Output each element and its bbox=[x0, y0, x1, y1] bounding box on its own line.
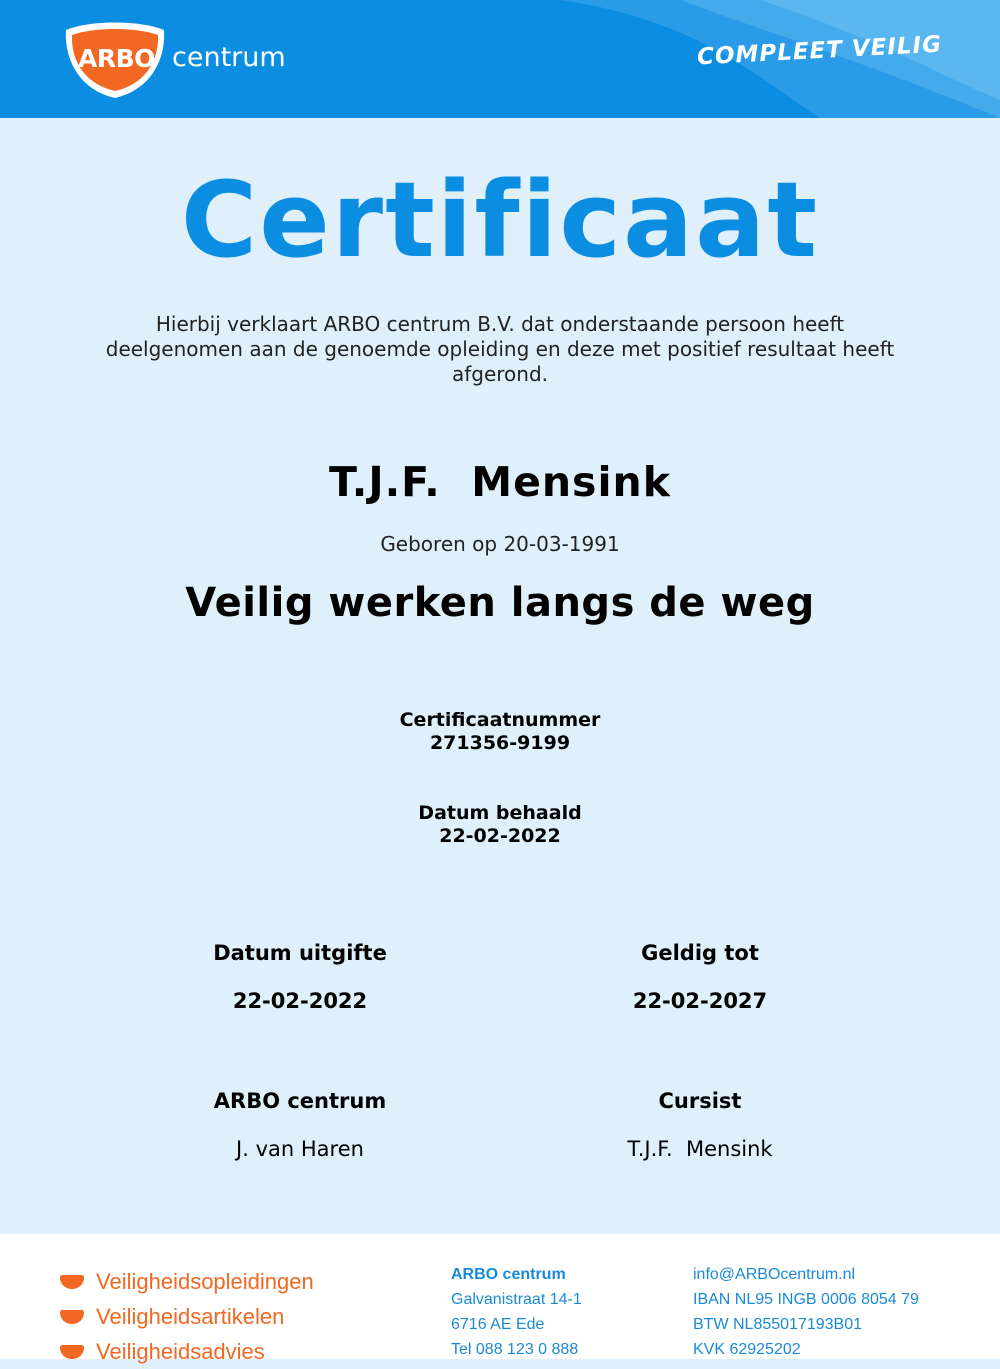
bullet-shield-icon bbox=[60, 1345, 84, 1359]
certificate-number-block bbox=[0, 709, 1000, 755]
service-label: Veiligheidsadvies bbox=[96, 1338, 265, 1364]
student-signature-block bbox=[550, 1089, 850, 1161]
certificate-title: Certificaat bbox=[180, 159, 820, 281]
footer-btw: BTW NL855017193B01 bbox=[693, 1316, 862, 1333]
achieved-date-value: 22-02-2022 bbox=[439, 825, 561, 847]
bullet-shield-icon bbox=[60, 1275, 84, 1289]
intro-text: Hierbij verklaart ARBO centrum B.V. dat onderstaande persoon heeft deelgenomen aan de genoemde opleiding en deze met positief resultaat heeft afgerond. bbox=[105, 312, 895, 386]
footer-contact bbox=[693, 1262, 919, 1362]
student-label: Cursist bbox=[658, 1089, 742, 1113]
issue-date-block bbox=[150, 941, 450, 1013]
footer-city: 6716 AE Ede bbox=[451, 1316, 545, 1333]
footer bbox=[0, 1234, 1000, 1364]
achieved-date-label: Datum behaald bbox=[418, 802, 582, 824]
footer-address bbox=[451, 1262, 582, 1362]
tagline: COMPLEET VEILIG bbox=[696, 31, 943, 71]
logo-centrum-text: centrum bbox=[172, 42, 286, 73]
logo-arbo-text: ARBO bbox=[78, 44, 155, 73]
issue-date-label: Datum uitgifte bbox=[213, 941, 387, 965]
student-name: T.J.F. Mensink bbox=[627, 1137, 773, 1161]
valid-until-label: Geldig tot bbox=[641, 941, 759, 965]
valid-until-value: 22-02-2027 bbox=[632, 989, 768, 1013]
footer-iban: IBAN NL95 INGB 0006 8054 79 bbox=[693, 1291, 919, 1308]
header-banner bbox=[0, 0, 1000, 118]
footer-street: Galvanistraat 14-1 bbox=[451, 1291, 582, 1308]
organization-signer: J. van Haren bbox=[236, 1137, 364, 1161]
valid-until-block bbox=[550, 941, 850, 1013]
service-label: Veiligheidsartikelen bbox=[96, 1303, 285, 1329]
organization-label: ARBO centrum bbox=[213, 1089, 387, 1113]
birth-date: Geboren op 20-03-1991 bbox=[380, 532, 620, 556]
list-item bbox=[60, 1264, 314, 1299]
arbo-centrum-logo bbox=[60, 20, 310, 100]
certificate-number-value: 271356-9199 bbox=[429, 732, 571, 754]
footer-company: ARBO centrum bbox=[451, 1266, 566, 1283]
participant-name: T.J.F. Mensink bbox=[329, 458, 671, 506]
issue-date-value: 22-02-2022 bbox=[232, 989, 368, 1013]
services-list bbox=[60, 1264, 314, 1369]
organization-signature-block bbox=[150, 1089, 450, 1161]
footer-kvk: KVK 62925202 bbox=[693, 1341, 801, 1358]
footer-email-link[interactable]: info@ARBOcentrum.nl bbox=[693, 1266, 856, 1283]
service-label: Veiligheidsopleidingen bbox=[96, 1268, 314, 1294]
list-item bbox=[60, 1299, 314, 1334]
achieved-date-block bbox=[0, 802, 1000, 848]
bullet-shield-icon bbox=[60, 1310, 84, 1324]
footer-phone[interactable]: Tel 088 123 0 888 bbox=[451, 1341, 579, 1358]
certificate-number-label: Certificaatnummer bbox=[399, 709, 601, 731]
course-title: Veilig werken langs de weg bbox=[185, 580, 815, 626]
list-item bbox=[60, 1334, 314, 1369]
